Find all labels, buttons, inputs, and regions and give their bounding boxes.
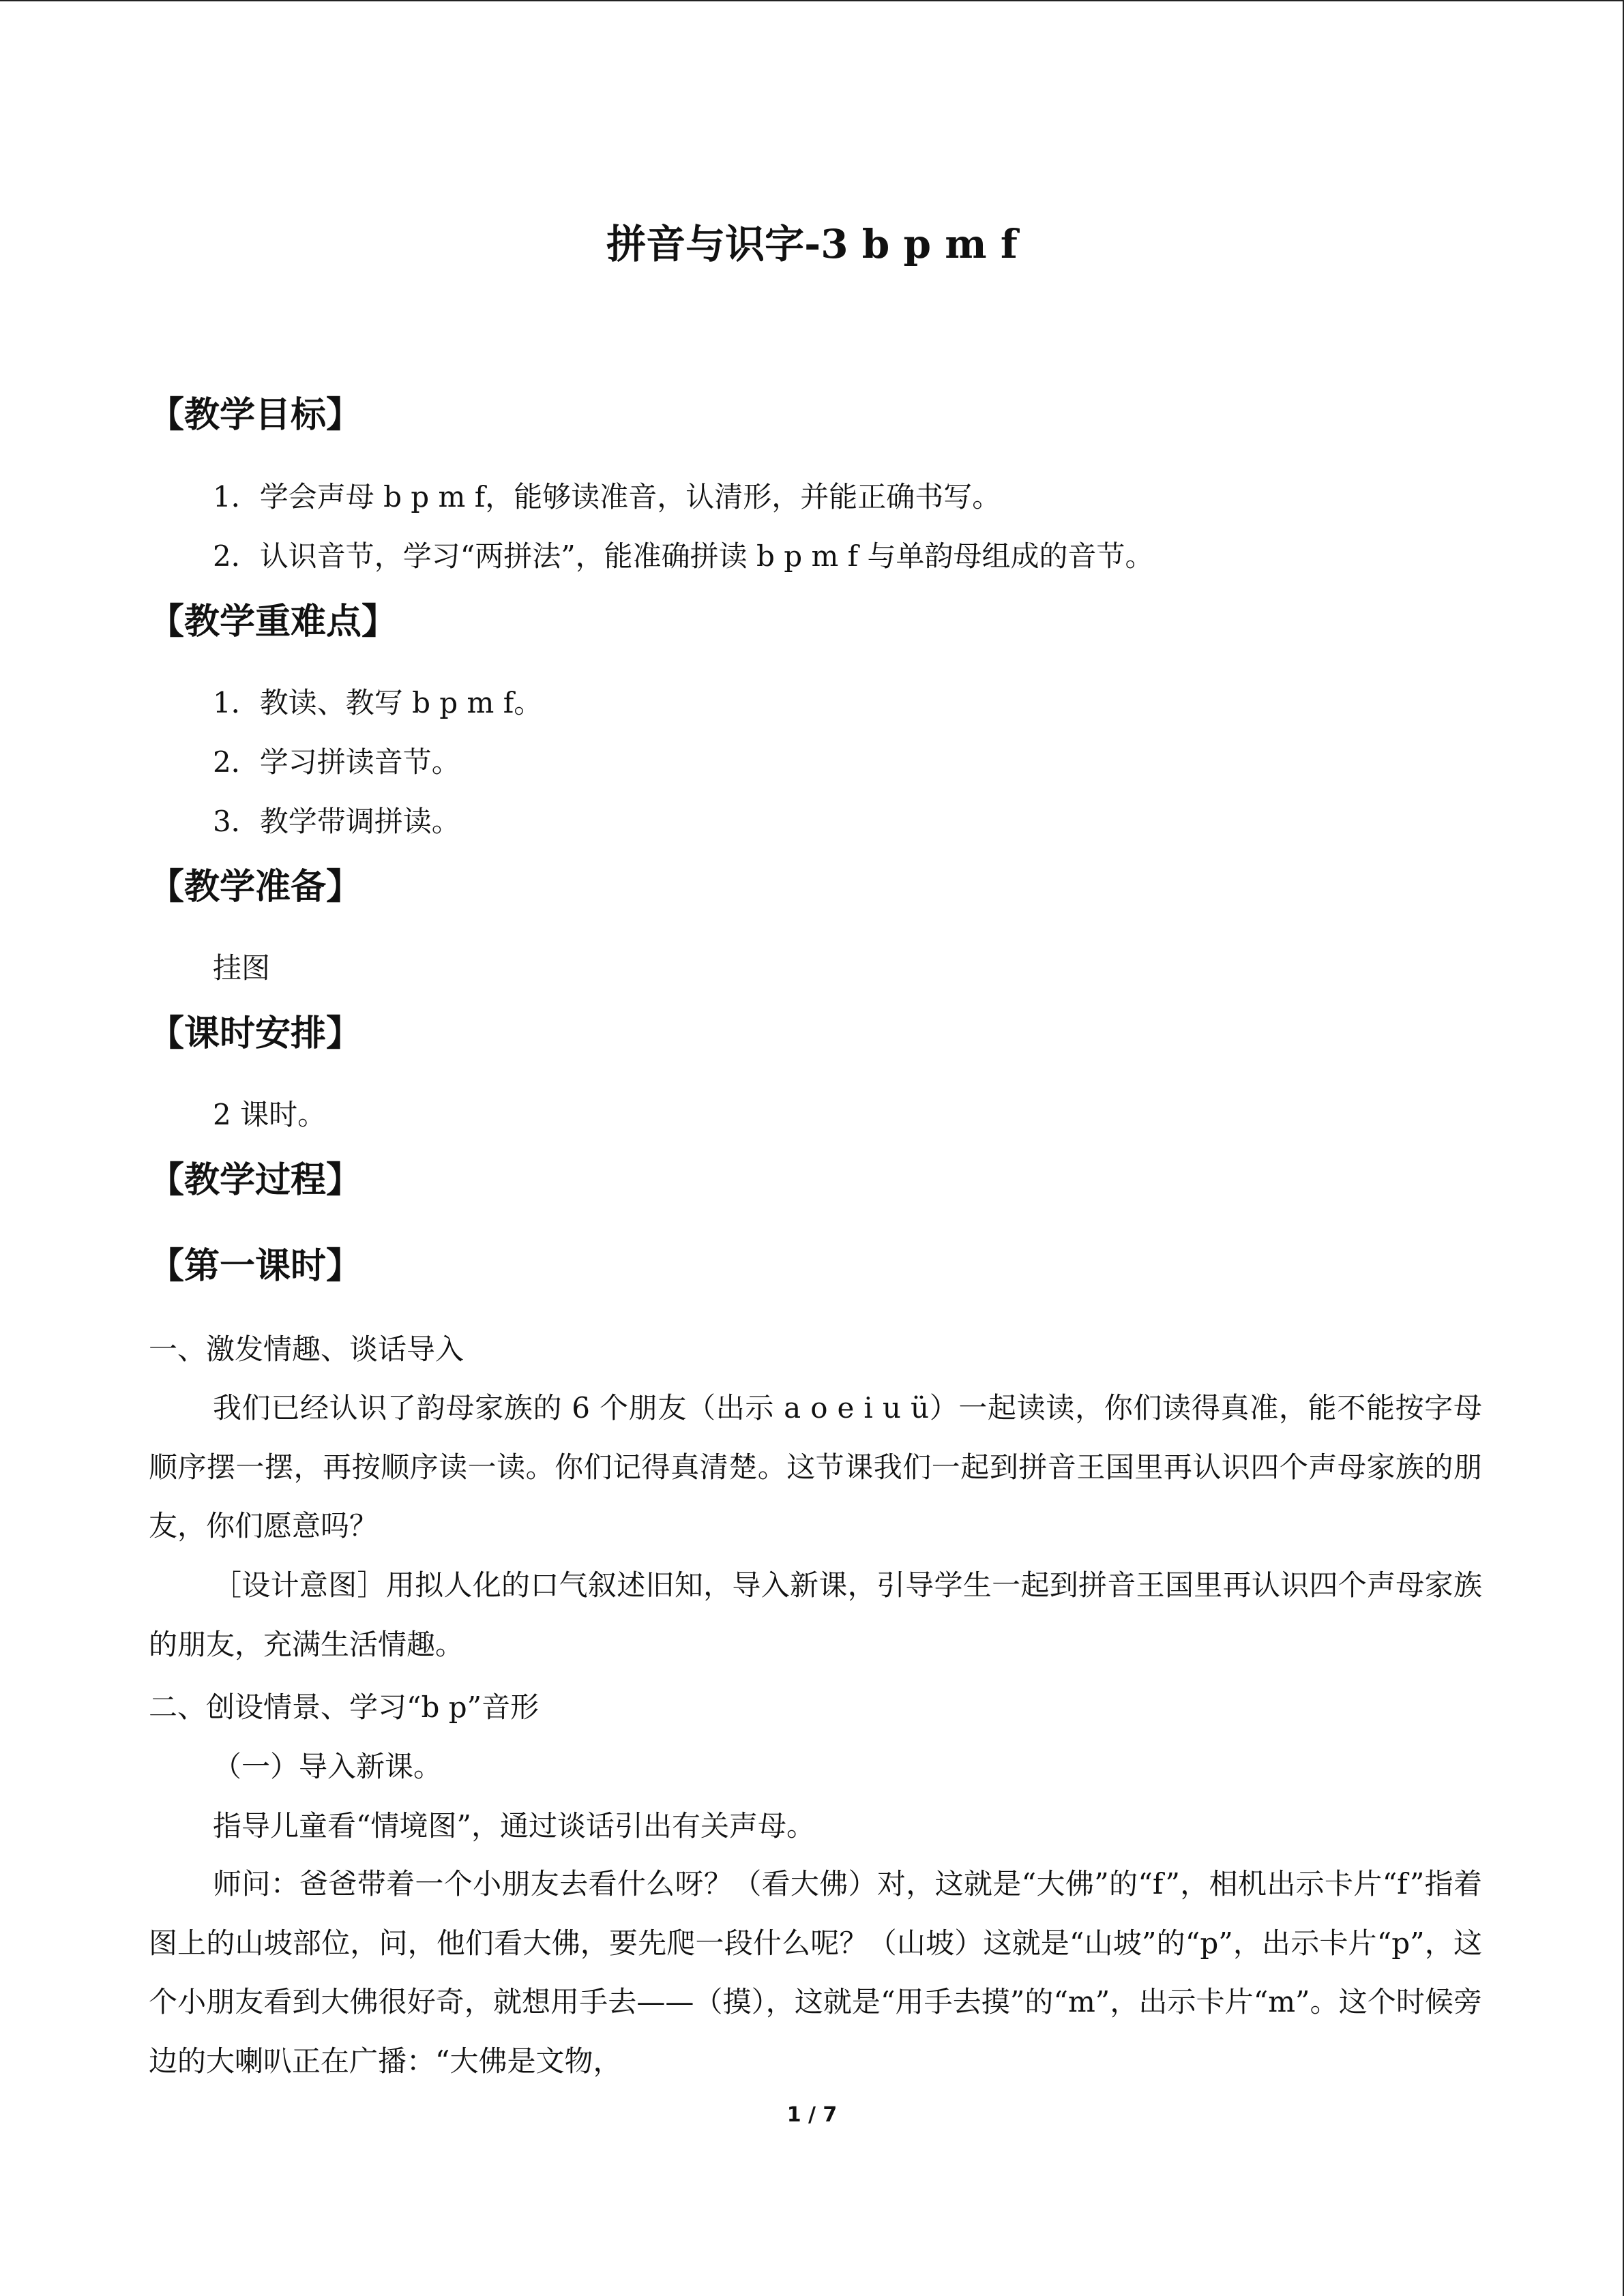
document-title: 拼音与识字-3 b p m f [606,221,1018,267]
heading-schedule: 【课时安排】 [149,1013,362,1054]
key-point-item-1: 1．教读、教写 b p m f。 [213,686,543,719]
part1-heading: 一、激发情趣、谈话导入 [149,1332,464,1366]
heading-goals: 【教学目标】 [149,394,362,436]
heading-first-period: 【第一课时】 [149,1245,362,1287]
subsection-1: （一）导入新课。 [213,1750,443,1783]
guide-line: 指导儿童看“情境图”，通过谈话引出有关声母。 [213,1809,815,1843]
heading-key-points: 【教学重难点】 [149,601,398,642]
part2-heading: 二、创设情景、学习“b p”音形 [149,1690,540,1724]
heading-prep: 【教学准备】 [149,866,362,908]
teacher-question-paragraph: 师问：爸爸带着一个小朋友去看什么呀？（看大佛）对，这就是“大佛”的“f”，相机出示卡片“f”指着图上的山坡部位，问，他们看大佛，要先爬一段什么呢？（山坡）这就是“山坡”的“p”，出示卡片“p”，这个小朋友看到大佛很好奇，就想用手去——（摸），这就是“用手去摸”的“m”，出示卡片“m”。这个时候旁边的大喇叭正在广播：“大佛是文物， [149,1867,1482,2078]
heading-process: 【教学过程】 [149,1159,362,1201]
schedule-text: 2 课时。 [213,1098,327,1131]
design-intent-paragraph: ［设计意图］用拟人化的口气叙述旧知，导入新课，引导学生一起到拼音王国里再认识四个声母家族的朋友，充满生活情趣。 [149,1568,1482,1661]
key-point-item-2: 2．学习拼读音节。 [213,745,460,779]
page-number: 1 / 7 [786,2103,838,2127]
part1-paragraph: 我们已经认识了韵母家族的 6 个朋友（出示 a o e i u ü）一起读读，你们读得真准，能不能按字母顺序摆一摆，再按顺序读一读。你们记得真清楚。这节课我们一起到拼音王国里再认识四个声母家族的朋友，你们愿意吗？ [149,1391,1482,1542]
prep-text: 挂图 [213,951,271,985]
key-point-item-3: 3．教学带调拼读。 [213,805,460,838]
goal-item-1: 1．学会声母 b p m f，能够读准音，认清形，并能正确书写。 [213,480,1001,513]
goal-item-2: 2．认识音节，学习“两拼法”，能准确拼读 b p m f 与单韵母组成的音节。 [213,539,1154,573]
